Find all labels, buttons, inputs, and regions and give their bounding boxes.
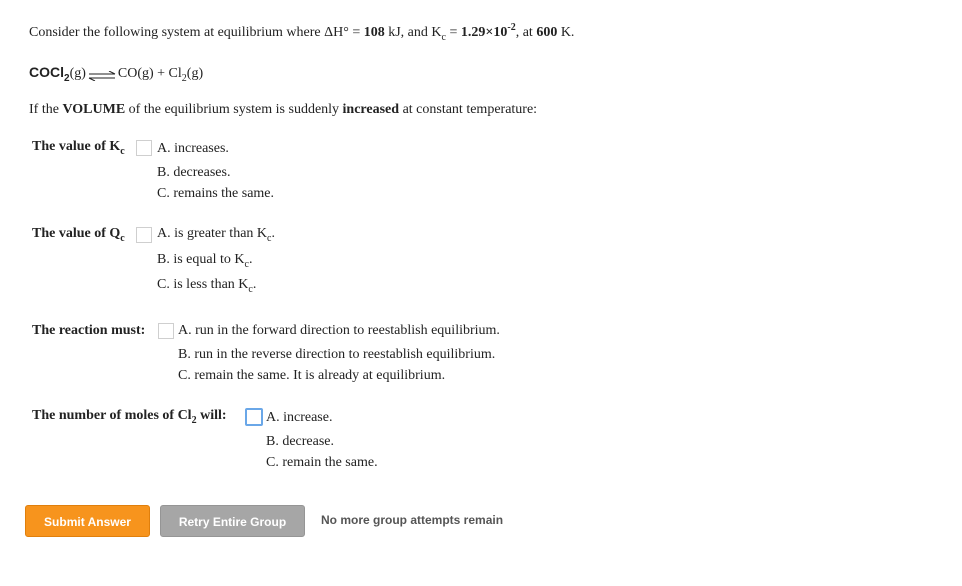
question-kc-label: The value of $K_c$ — [32, 139, 125, 157]
option-reaction-c: C. remain the same. It is already at equilibrium. — [178, 368, 446, 383]
question-moles-label: The number of moles of $Cl_2$ will: — [32, 408, 227, 426]
option-moles-c: C. remain the same. — [266, 455, 378, 470]
problem-intro: Consider the following system at equilibrium where ΔH° = 108 kJ, and $K_c = 1.29\times 10^{-2}$, at 600 K. — [29, 22, 575, 43]
option-moles-b: B. decrease. — [266, 434, 335, 449]
option-qc-c: C. is less than $K_c$. — [157, 277, 257, 295]
question-reaction-label: The reaction must: — [32, 323, 146, 338]
option-kc-c: C. remains the same. — [157, 186, 275, 201]
condition-text: If the VOLUME of the equilibrium system is suddenly increased at constant temperature: — [29, 102, 538, 117]
option-qc-b: B. is equal to $K_c$. — [157, 252, 253, 270]
temperature-value: 600 — [536, 25, 558, 40]
option-reaction-a: A. run in the forward direction to reestablish equilibrium. — [178, 323, 500, 338]
delta-h-value: 108 — [363, 25, 385, 40]
option-kc-a: A. increases. — [157, 141, 229, 156]
attempts-note: No more group attempts remain — [321, 513, 504, 527]
option-reaction-b: B. run in the reverse direction to reestablish equilibrium. — [178, 347, 496, 362]
answer-box-qc[interactable] — [136, 227, 152, 243]
option-moles-a: A. increase. — [266, 410, 333, 425]
answer-box-kc[interactable] — [136, 140, 152, 156]
equilibrium-arrows-icon — [87, 68, 117, 78]
question-qc-label: The value of $Q_c$ — [32, 226, 125, 244]
answer-box-moles[interactable] — [245, 408, 263, 426]
kc-value: $1.29\times 10^{-2}$ — [460, 22, 516, 40]
reaction-equation: COCl$_2$(g) $CO(g) + Cl_2(g)$ — [29, 64, 204, 84]
submit-answer-button[interactable]: Submit Answer — [25, 505, 150, 537]
option-qc-a: A. is greater than $K_c$. — [157, 226, 275, 244]
option-kc-b: B. decreases. — [157, 165, 231, 180]
retry-group-button[interactable]: Retry Entire Group — [160, 505, 305, 537]
answer-box-reaction[interactable] — [158, 323, 174, 339]
